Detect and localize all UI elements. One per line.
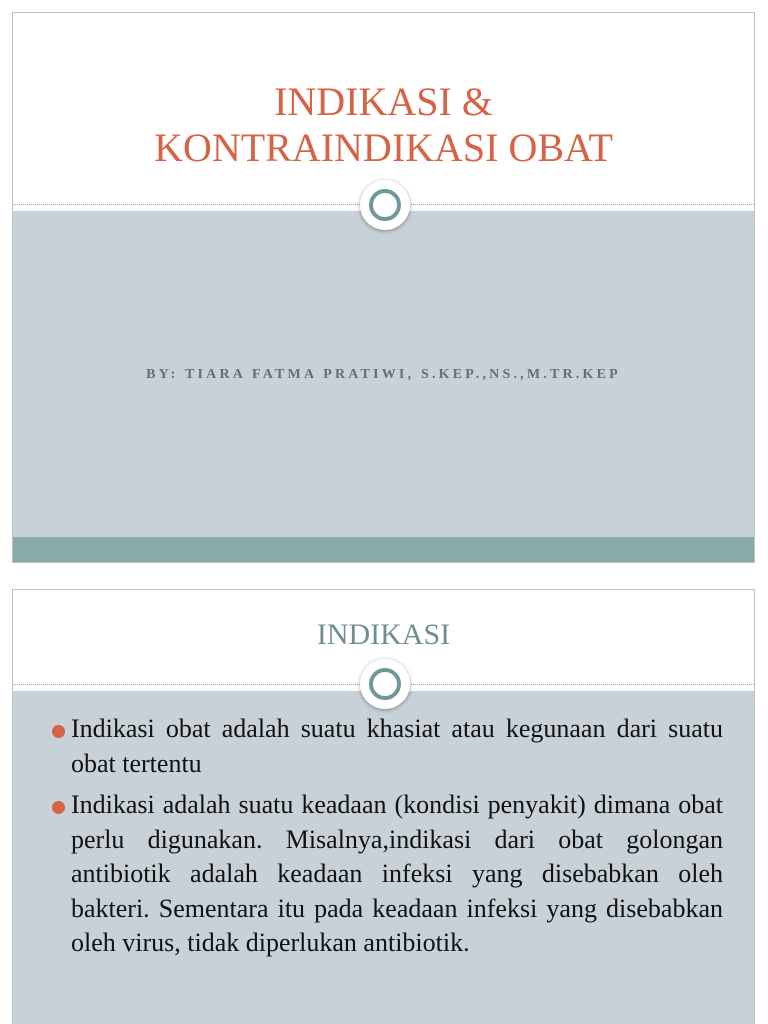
circle-bullet-icon bbox=[52, 801, 65, 814]
bullet-list bbox=[51, 712, 723, 968]
bullet-text: Indikasi adalah suatu keadaan (kondisi penyakit) dimana obat perlu digunakan. Misalnya,indikasi dari obat golongan antibiotik adalah keadaan infeksi yang disebabkan oleh bakteri. Sementara itu pada keadaan infeksi yang disebabkan oleh virus, tidak diperlukan antibiotik. bbox=[71, 790, 723, 957]
bullet-text: Indikasi obat adalah suatu khasiat atau kegunaan dari suatu obat tertentu bbox=[71, 714, 723, 778]
list-item bbox=[51, 788, 723, 961]
circle-bullet-icon bbox=[52, 725, 65, 738]
footer-bar bbox=[13, 537, 754, 563]
circle-ring-icon bbox=[360, 659, 410, 709]
list-item bbox=[51, 712, 723, 781]
slide-title-line-1: INDIKASI & bbox=[274, 79, 493, 124]
content-slide bbox=[12, 589, 755, 1024]
slide-title bbox=[13, 79, 754, 171]
circle-ring-icon bbox=[360, 180, 410, 230]
slide-title: INDIKASI bbox=[316, 618, 451, 651]
author-byline: BY: TIARA FATMA PRATIWI, S.KEP.,NS.,M.TR.KEP bbox=[146, 367, 621, 382]
slide-title-line-2: KONTRAINDIKASI OBAT bbox=[154, 125, 613, 170]
title-slide bbox=[12, 12, 755, 563]
